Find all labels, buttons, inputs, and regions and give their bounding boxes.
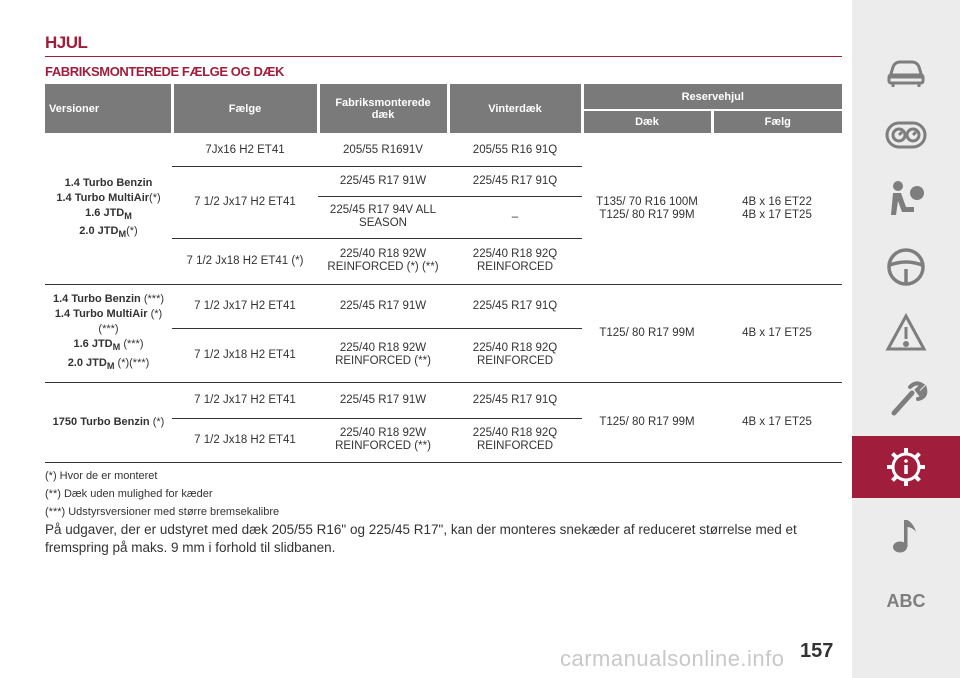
header-spare-rim: Fælg bbox=[712, 110, 842, 134]
table-row bbox=[45, 134, 842, 166]
music-note-icon[interactable] bbox=[852, 505, 960, 567]
winter-cell bbox=[448, 328, 582, 382]
header-factory-tyres-line2: dæk bbox=[371, 108, 395, 121]
watermark: carmanualsonline.info bbox=[560, 646, 785, 671]
footnote-ref: (***) bbox=[98, 323, 119, 336]
version-label: 1.4 Turbo Benzin bbox=[52, 293, 141, 306]
version-subscript: M bbox=[118, 229, 127, 240]
versions-cell bbox=[45, 134, 172, 284]
abc-label: ABC bbox=[886, 590, 926, 611]
body-text: På udgaver, der er udstyret med dæk 205/55 R16" og 225/45 R17", kan der monteres snekæder af reduceret størrelse med et fremspring på maks. 9 mm i forhold til slidbanen. bbox=[45, 522, 797, 555]
header-spare: Reservehjul bbox=[582, 84, 842, 110]
footnote-ref: (*)(***) bbox=[117, 356, 150, 369]
version-label: 2.0 JTD bbox=[67, 356, 107, 369]
chapter-sidebar bbox=[852, 0, 960, 678]
tyre-cell: 225/45 R17 91W bbox=[318, 284, 448, 328]
index-abc-icon[interactable] bbox=[852, 570, 960, 632]
tyre-cell bbox=[318, 328, 448, 382]
footnote-ref: (*) bbox=[152, 415, 165, 428]
footnote-ref: (***) bbox=[143, 293, 165, 306]
table-row bbox=[45, 284, 842, 328]
tyre-cell bbox=[318, 238, 448, 284]
tyre-cell: 205/55 R1691V bbox=[318, 134, 448, 166]
page-number: 157 bbox=[800, 640, 834, 662]
footnote: (*) Hvor de er monteret bbox=[45, 470, 158, 482]
versions-cell bbox=[45, 382, 172, 462]
dashboard-icon[interactable] bbox=[852, 104, 960, 166]
tyre-line: 225/40 R18 92W bbox=[339, 342, 427, 354]
winter-line: REINFORCED bbox=[476, 440, 554, 452]
wheels-table bbox=[45, 84, 842, 463]
winter-cell: 225/45 R17 91Q bbox=[448, 166, 582, 196]
version-subscript: M bbox=[124, 211, 132, 222]
subtitle: FABRIKSMONTEREDE FÆLGE OG DÆK bbox=[45, 64, 285, 79]
spare-tyre-line: T135/ 70 R16 100M bbox=[596, 196, 698, 209]
tyre-line: REINFORCED (*) (**) bbox=[327, 261, 439, 273]
winter-cell: 205/55 R16 91Q bbox=[448, 134, 582, 166]
winter-line: 225/40 R18 92Q bbox=[472, 342, 558, 354]
header-spare-tyre: Dæk bbox=[582, 110, 712, 134]
spare-tyre-cell bbox=[582, 134, 712, 284]
tyre-line: SEASON bbox=[359, 217, 407, 229]
steering-wheel-icon[interactable] bbox=[852, 236, 960, 298]
tyre-cell bbox=[318, 196, 448, 238]
header-factory-tyres-line1: Fabriksmonterede bbox=[335, 96, 431, 109]
header-rim: Fælge bbox=[172, 84, 318, 134]
title-rule bbox=[45, 56, 842, 57]
version-label: 1.6 JTD bbox=[73, 338, 113, 351]
footnote-ref: (*) bbox=[150, 308, 163, 321]
winter-line: 225/40 R18 92Q bbox=[472, 248, 558, 260]
winter-cell: – bbox=[448, 196, 582, 238]
version-label: 1750 Turbo Benzin bbox=[52, 415, 150, 428]
footnote-ref: (*) bbox=[149, 192, 161, 205]
table-row bbox=[45, 382, 842, 418]
spare-rim-line: 4B x 16 ET22 bbox=[742, 196, 812, 209]
winter-cell: 225/45 R17 91Q bbox=[448, 382, 582, 418]
version-subscript: M bbox=[106, 360, 115, 371]
spare-rim-line: 4B x 17 ET25 bbox=[742, 209, 812, 222]
footnote: (***) Udstyrsversioner med større bremsekalibre bbox=[45, 506, 280, 518]
footnote-ref: (*) bbox=[126, 225, 138, 238]
rim-cell: 7 1/2 Jx18 H2 ET41 (*) bbox=[172, 238, 318, 284]
winter-cell bbox=[448, 418, 582, 462]
header-versions: Versioner bbox=[45, 84, 172, 134]
footnote: (**) Dæk uden mulighed for kæder bbox=[45, 488, 213, 500]
spare-tyre-line: T125/ 80 R17 99M bbox=[599, 209, 695, 222]
header-winter-tyres: Vinterdæk bbox=[448, 84, 582, 134]
spare-tyre-cell: T125/ 80 R17 99M bbox=[582, 382, 712, 462]
airbag-icon[interactable] bbox=[852, 168, 960, 230]
winter-line: REINFORCED bbox=[476, 355, 554, 367]
spare-rim-cell: 4B x 17 ET25 bbox=[712, 382, 842, 462]
tyre-cell: 225/45 R17 91W bbox=[318, 166, 448, 196]
spare-rim-cell bbox=[712, 134, 842, 284]
warning-triangle-icon[interactable] bbox=[852, 302, 960, 364]
rim-cell: 7Jx16 H2 ET41 bbox=[172, 134, 318, 166]
rim-cell: 7 1/2 Jx17 H2 ET41 bbox=[172, 284, 318, 328]
tyre-line: REINFORCED (**) bbox=[335, 440, 431, 452]
version-label: 1.4 Turbo MultiAir bbox=[54, 308, 148, 321]
version-label: 1.4 Turbo Benzin bbox=[64, 177, 153, 190]
tyre-line: 225/40 R18 92W bbox=[339, 248, 427, 260]
tyre-line: 225/45 R17 94V ALL bbox=[329, 204, 437, 216]
winter-line: REINFORCED bbox=[476, 261, 554, 273]
rim-cell: 7 1/2 Jx18 H2 ET41 bbox=[172, 418, 318, 462]
footnotes bbox=[45, 467, 279, 521]
version-label: 1.4 Turbo MultiAir bbox=[56, 192, 150, 205]
section-title: HJUL bbox=[45, 33, 88, 52]
rim-cell: 7 1/2 Jx18 H2 ET41 bbox=[172, 328, 318, 382]
version-label: 2.0 JTD bbox=[79, 225, 119, 238]
tyre-line: REINFORCED (**) bbox=[335, 355, 431, 367]
tyre-line: 225/40 R18 92W bbox=[339, 427, 427, 439]
info-gear-icon[interactable] bbox=[852, 436, 960, 498]
tyre-cell: 225/45 R17 91W bbox=[318, 382, 448, 418]
versions-cell bbox=[45, 284, 172, 382]
winter-cell bbox=[448, 238, 582, 284]
car-icon[interactable] bbox=[852, 40, 960, 102]
winter-line: 225/40 R18 92Q bbox=[472, 427, 558, 439]
tyre-cell bbox=[318, 418, 448, 462]
rim-cell: 7 1/2 Jx17 H2 ET41 bbox=[172, 382, 318, 418]
header-factory-tyres bbox=[318, 84, 448, 134]
wrench-icon[interactable] bbox=[852, 368, 960, 430]
version-label: 1.6 JTD bbox=[85, 207, 125, 220]
winter-cell: 225/45 R17 91Q bbox=[448, 284, 582, 328]
footnote-ref: (***) bbox=[123, 338, 144, 351]
version-subscript: M bbox=[112, 342, 121, 353]
rim-cell: 7 1/2 Jx17 H2 ET41 bbox=[172, 166, 318, 238]
spare-rim-cell: 4B x 17 ET25 bbox=[712, 284, 842, 382]
spare-tyre-cell: T125/ 80 R17 99M bbox=[582, 284, 712, 382]
